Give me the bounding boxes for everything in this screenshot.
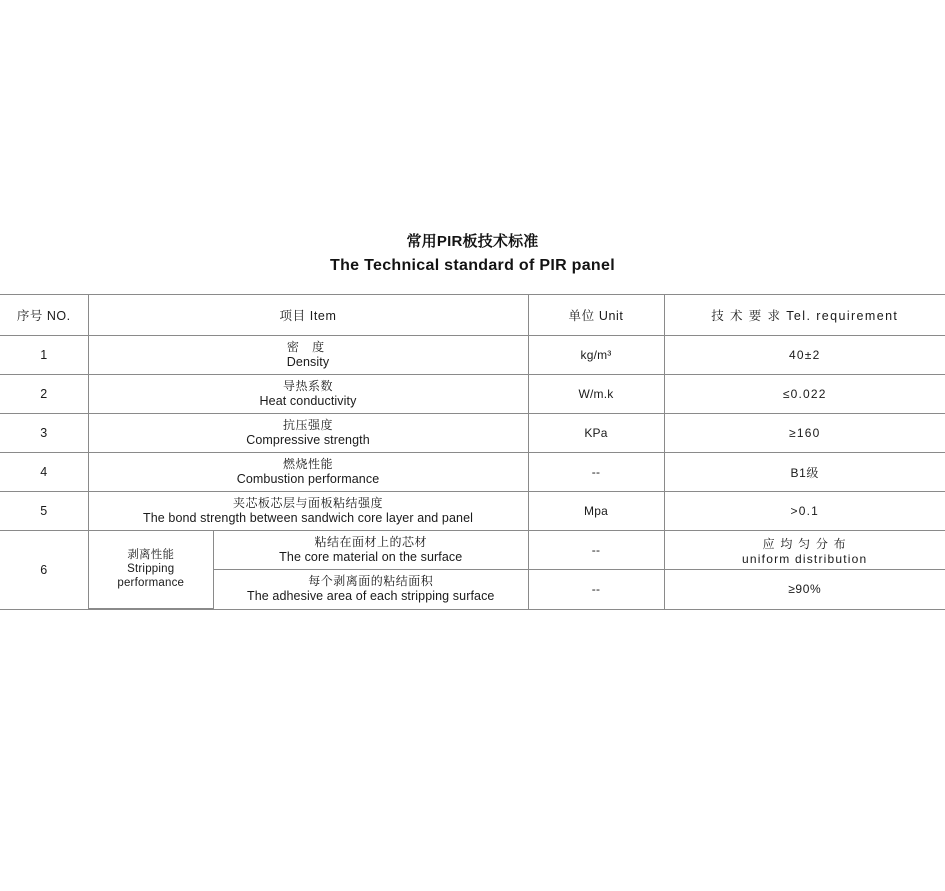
subrow-item-en: The adhesive area of each stripping surface bbox=[246, 589, 495, 603]
row-item-en: Combustion performance bbox=[236, 472, 380, 486]
row-number: 4 bbox=[0, 453, 88, 492]
header-item: 项目 Item bbox=[88, 295, 528, 336]
header-requirement: 技 术 要 求 Tel. requirement bbox=[664, 295, 945, 336]
subrow-requirement bbox=[664, 531, 945, 570]
group-label-en-2: performance bbox=[117, 577, 185, 590]
row-item bbox=[88, 336, 528, 375]
row-requirement: 40±2 bbox=[664, 336, 945, 375]
row-item-en: The bond strength between sandwich core layer and panel bbox=[142, 511, 474, 525]
row-item-cn: 导热系数 bbox=[282, 379, 333, 393]
subrow-item bbox=[214, 531, 528, 570]
row-number: 3 bbox=[0, 414, 88, 453]
row-unit: -- bbox=[528, 453, 664, 492]
row-number: 1 bbox=[0, 336, 88, 375]
table-header bbox=[0, 295, 945, 336]
table-row bbox=[0, 375, 945, 414]
row-requirement: >0.1 bbox=[664, 492, 945, 531]
nested-item-table bbox=[89, 531, 528, 609]
table-row bbox=[0, 453, 945, 492]
group-label-en-1: Stripping bbox=[127, 563, 175, 576]
row-unit: kg/m³ bbox=[528, 336, 664, 375]
nested-row bbox=[89, 531, 528, 570]
table-header-row bbox=[0, 295, 945, 336]
subrow-item-en: The core material on the surface bbox=[279, 550, 463, 564]
header-no: 序号 NO. bbox=[0, 295, 88, 336]
title-english: The Technical standard of PIR panel bbox=[330, 257, 615, 274]
row-number: 5 bbox=[0, 492, 88, 531]
row-item-en: Density bbox=[286, 355, 330, 369]
row-item-cn: 密 度 bbox=[286, 340, 330, 354]
row-item-en: Compressive strength bbox=[246, 433, 370, 447]
subrow-item-cn: 每个剥离面的粘结面积 bbox=[308, 574, 434, 588]
subrow-requirement-cn: 应 均 匀 分 布 bbox=[762, 536, 847, 551]
subrow-requirement: ≥90% bbox=[664, 570, 945, 609]
table-row bbox=[0, 414, 945, 453]
row-item-group bbox=[88, 531, 528, 610]
table-row-grouped bbox=[0, 531, 945, 570]
header-unit: 单位 Unit bbox=[528, 295, 664, 336]
subrow-unit: -- bbox=[528, 531, 664, 570]
subrow-item-cn: 粘结在面材上的芯材 bbox=[314, 535, 427, 549]
row-unit: Mpa bbox=[528, 492, 664, 531]
row-requirement: B1级 bbox=[664, 453, 945, 492]
row-item bbox=[88, 375, 528, 414]
document-title-block bbox=[0, 232, 945, 277]
row-item bbox=[88, 453, 528, 492]
row-item-cn: 抗压强度 bbox=[282, 418, 333, 432]
row-number: 2 bbox=[0, 375, 88, 414]
table-body bbox=[0, 336, 945, 610]
row-requirement: ≥160 bbox=[664, 414, 945, 453]
table-row bbox=[0, 336, 945, 375]
subrow-requirement-en: uniform distribution bbox=[742, 551, 868, 566]
row-item-cn: 夹芯板芯层与面板粘结强度 bbox=[232, 496, 383, 510]
subrow-item bbox=[214, 570, 528, 609]
group-label bbox=[89, 531, 214, 608]
specification-table bbox=[0, 294, 945, 610]
table-row bbox=[0, 492, 945, 531]
row-item-cn: 燃烧性能 bbox=[282, 457, 333, 471]
row-unit: W/m.k bbox=[528, 375, 664, 414]
row-requirement: ≤0.022 bbox=[664, 375, 945, 414]
row-item bbox=[88, 492, 528, 531]
subrow-unit: -- bbox=[528, 570, 664, 609]
row-item-en: Heat conductivity bbox=[259, 394, 357, 408]
title-chinese: 常用PIR板技术标准 bbox=[406, 233, 539, 250]
group-label-cn: 剥离性能 bbox=[127, 549, 175, 562]
row-item bbox=[88, 414, 528, 453]
row-unit: KPa bbox=[528, 414, 664, 453]
row-number: 6 bbox=[0, 531, 88, 610]
